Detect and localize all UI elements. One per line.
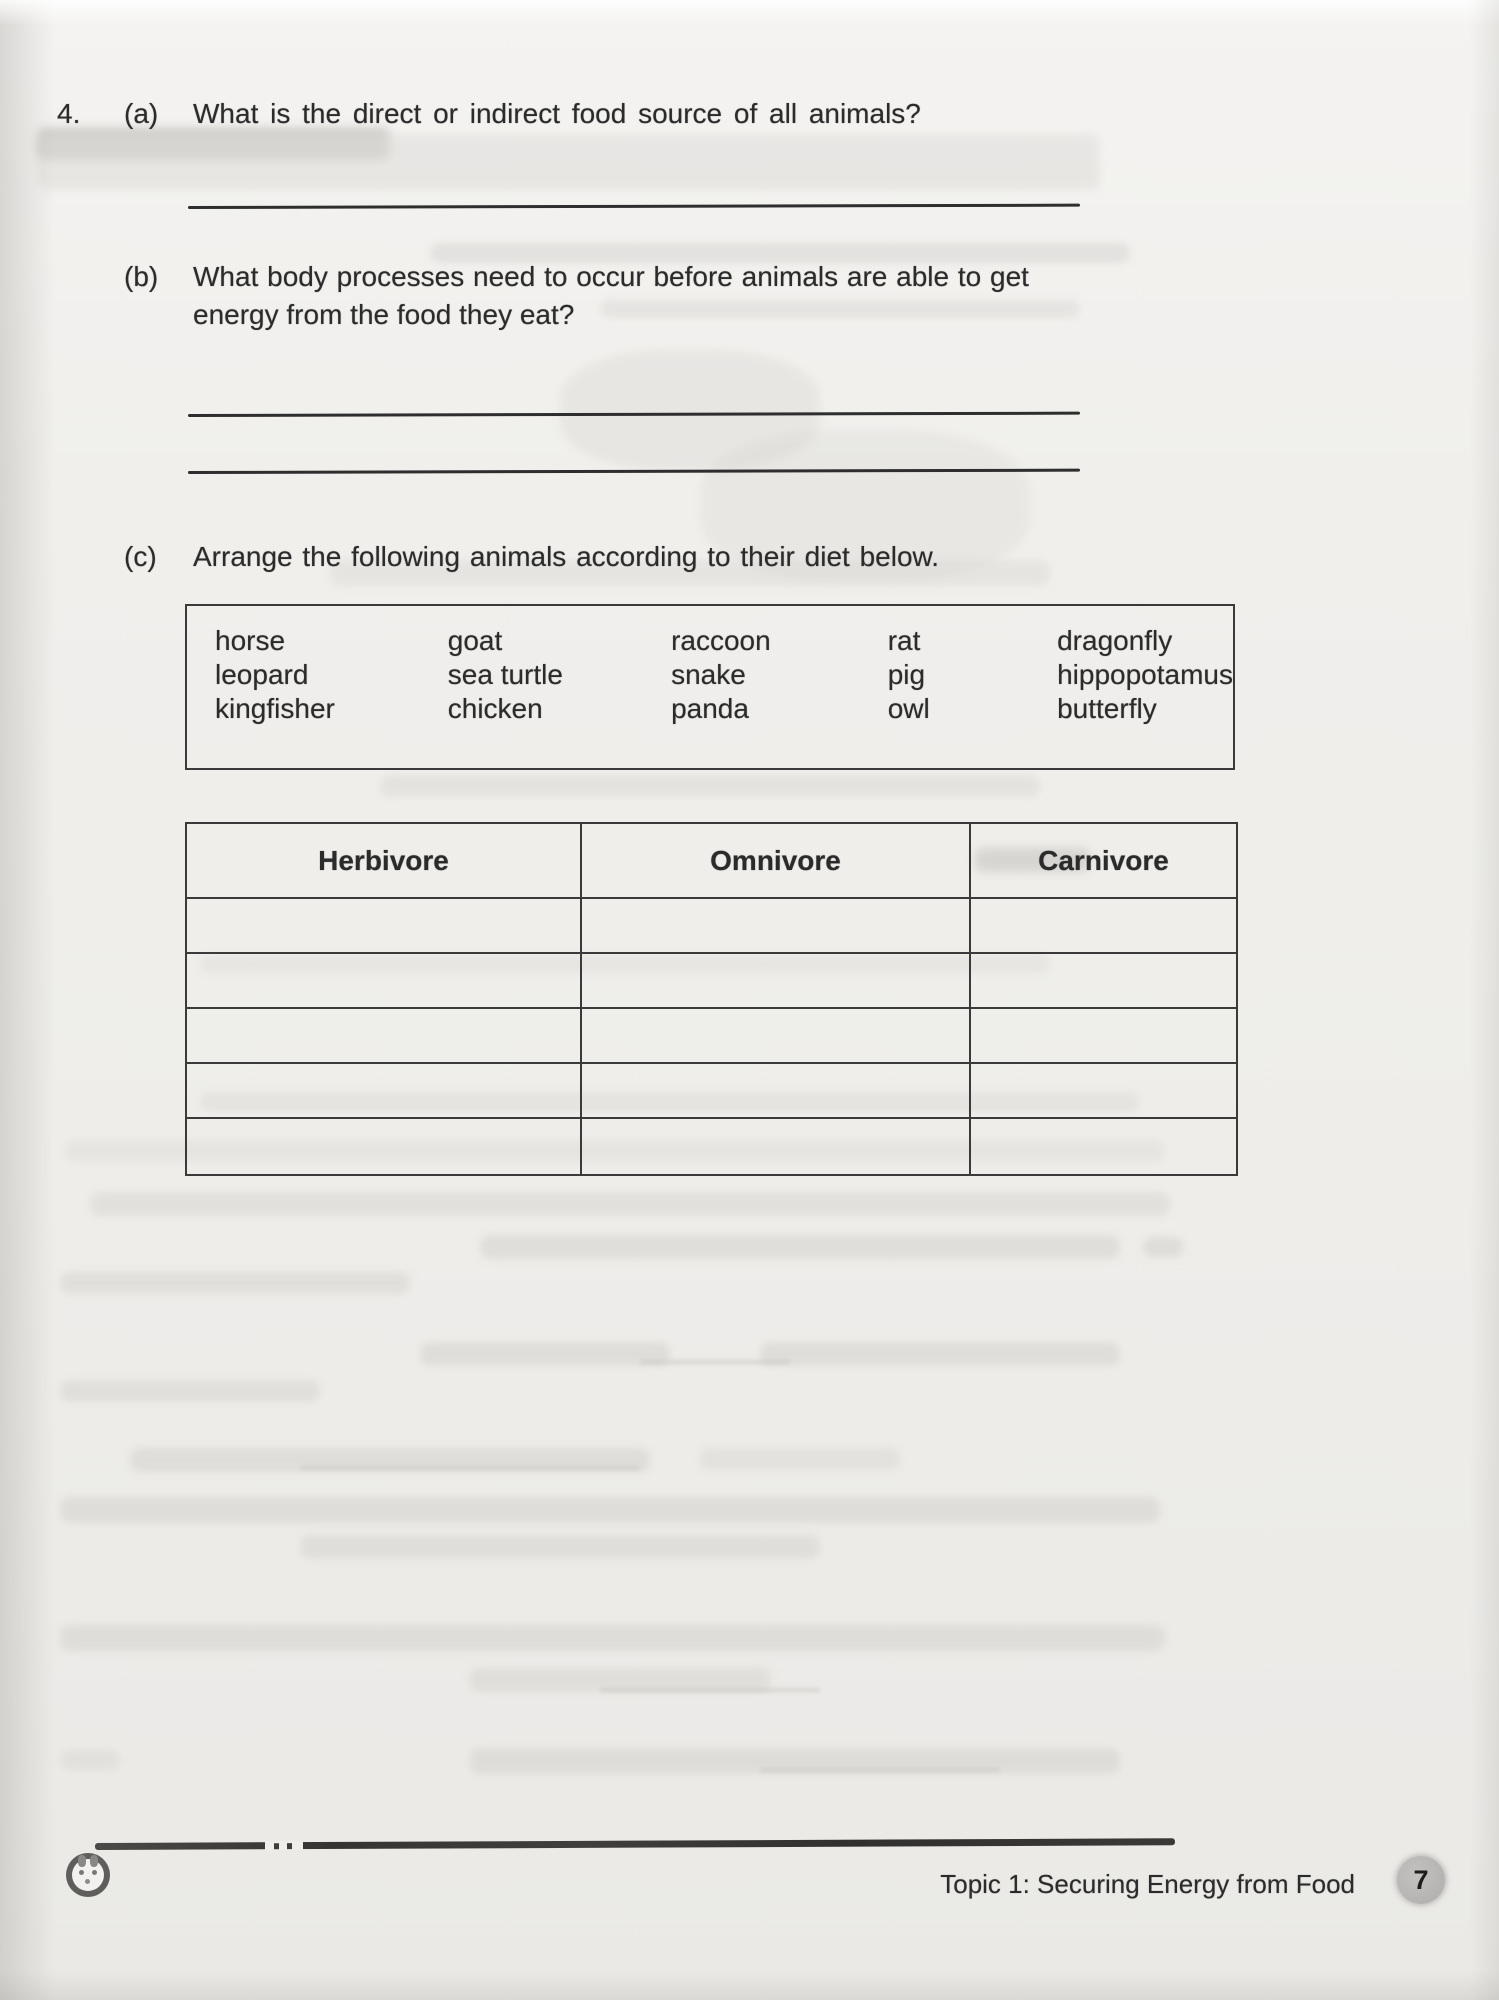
bleed-smudge xyxy=(480,1235,1120,1259)
diet-table-empty-cell xyxy=(971,899,1236,954)
diet-table-empty-cell xyxy=(582,899,971,954)
word-bank-item: hippopotamus xyxy=(1057,659,1233,690)
bleed-smudge xyxy=(60,1750,120,1770)
part-b-question-line2: energy from the food they eat? xyxy=(193,299,575,330)
diet-table-empty-cell xyxy=(582,1119,971,1174)
footer-rule xyxy=(95,1838,1175,1850)
diet-table-empty-cell xyxy=(187,899,582,954)
diet-table-empty-cell xyxy=(187,1119,582,1174)
page-edge-shadow xyxy=(0,0,55,2000)
diet-table-header-row xyxy=(187,824,1236,899)
page-edge-shadow xyxy=(0,1970,1499,2000)
word-bank-column xyxy=(215,624,448,768)
word-bank-item: leopard xyxy=(215,659,309,690)
bleed-smudge xyxy=(380,775,1040,797)
word-bank-item: horse xyxy=(215,625,286,656)
diet-table-empty-cell xyxy=(187,1009,582,1064)
bleed-underline xyxy=(760,1768,1000,1772)
word-bank-column xyxy=(888,624,1057,768)
word-bank-item: owl xyxy=(887,693,930,724)
diet-table-empty-row xyxy=(187,954,1236,1009)
word-bank-item: snake xyxy=(671,659,746,690)
footer-topic: Topic 1: Securing Energy from Food xyxy=(940,1869,1355,1899)
question-number: 4. xyxy=(57,98,81,129)
page-number-badge xyxy=(1397,1856,1445,1904)
word-bank-item: goat xyxy=(447,625,503,656)
bleed-smudge xyxy=(300,1535,820,1559)
word-bank-item: dragonfly xyxy=(1057,625,1173,656)
bleed-smudge xyxy=(420,1342,670,1366)
diet-table-header-omnivore: Omnivore xyxy=(582,824,971,899)
answer-line-a xyxy=(188,204,1080,209)
word-bank-column xyxy=(1057,624,1233,768)
page-edge-highlight xyxy=(0,0,1499,26)
publisher-logo-icon xyxy=(66,1853,110,1897)
diet-table-body xyxy=(187,899,1236,1174)
word-bank-box xyxy=(185,604,1235,770)
word-bank-item: sea turtle xyxy=(447,659,563,690)
diet-table-empty-cell xyxy=(582,1064,971,1119)
part-c-label: (c) xyxy=(124,541,157,572)
word-bank-item: pig xyxy=(887,659,926,690)
diet-table-empty-row xyxy=(187,899,1236,954)
word-bank-item: rat xyxy=(887,625,921,656)
bleed-smudge xyxy=(1143,1237,1183,1257)
word-bank-item: chicken xyxy=(447,693,543,724)
bleed-underline xyxy=(640,1360,790,1364)
diet-table-empty-row xyxy=(187,1064,1236,1119)
word-bank-item: panda xyxy=(671,693,749,724)
word-bank-column xyxy=(671,624,888,768)
bleed-underline xyxy=(300,1466,640,1470)
word-bank-item: butterfly xyxy=(1057,693,1157,724)
part-b-label: (b) xyxy=(124,261,159,292)
part-a-question: What is the direct or indirect food source of all animals? xyxy=(193,98,921,129)
diet-table-empty-cell xyxy=(971,954,1236,1009)
bleed-smudge xyxy=(38,134,1100,190)
diet-table xyxy=(185,822,1238,1176)
word-bank-item: kingfisher xyxy=(215,693,335,724)
word-bank-column xyxy=(448,624,671,768)
bleed-smudge xyxy=(60,1272,410,1294)
diet-table-empty-row xyxy=(187,1119,1236,1174)
page-edge-shadow xyxy=(1469,0,1499,2000)
diet-table-empty-cell xyxy=(971,1064,1236,1119)
page-number: 7 xyxy=(1413,1864,1429,1895)
bleed-smudge xyxy=(60,1380,320,1402)
part-b-question-line1: What body processes need to occur before animals are able to get xyxy=(193,261,1029,292)
diet-table-empty-cell xyxy=(187,1064,582,1119)
diet-table-header-carnivore: Carnivore xyxy=(971,824,1236,899)
bleed-smudge xyxy=(90,1192,1170,1216)
bleed-smudge xyxy=(60,1497,1160,1523)
word-bank-item: raccoon xyxy=(671,625,771,656)
diet-table-empty-cell xyxy=(187,954,582,1009)
bleed-underline xyxy=(600,1688,820,1692)
bleed-smudge xyxy=(700,1448,900,1470)
diet-table-empty-cell xyxy=(582,1009,971,1064)
diet-table-empty-cell xyxy=(971,1119,1236,1174)
diet-table-empty-cell xyxy=(971,1009,1236,1064)
diet-table-empty-cell xyxy=(582,954,971,1009)
part-c-question: Arrange the following animals according to their diet below. xyxy=(193,541,939,572)
diet-table-empty-row xyxy=(187,1009,1236,1064)
bleed-smudge xyxy=(760,1342,1120,1366)
diet-table-header-herbivore: Herbivore xyxy=(187,824,582,899)
bleed-smudge xyxy=(60,1625,1165,1651)
bleed-smudge xyxy=(600,300,1080,318)
part-a-label: (a) xyxy=(124,98,159,129)
footer-rule-gap xyxy=(265,1841,303,1850)
